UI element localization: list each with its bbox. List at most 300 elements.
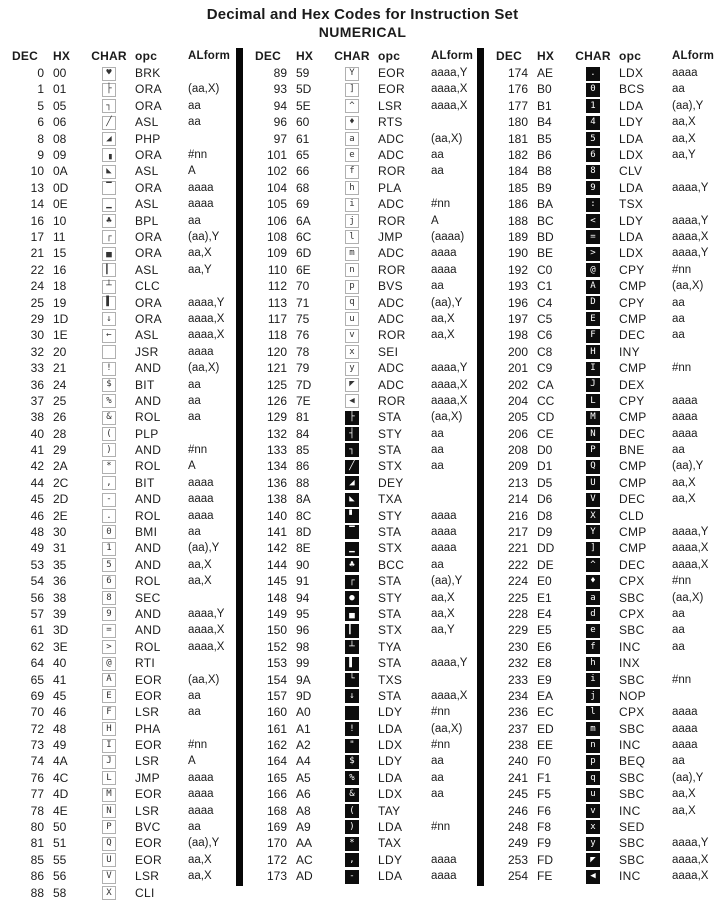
column-header-row [12, 47, 236, 65]
address-form: aaaa,Y [672, 526, 709, 539]
char-cell [574, 312, 612, 327]
dec-value: 6 [37, 115, 44, 130]
dec-value: 177 [507, 98, 528, 113]
dec-value: 248 [507, 820, 528, 835]
char-cell [333, 312, 371, 327]
opcode-mnemonic: TYA [378, 639, 402, 654]
address-form: aaaa,Y [672, 247, 709, 260]
char-cell [90, 672, 128, 687]
dec-value: 193 [507, 279, 528, 294]
opcode-row [12, 786, 236, 802]
opcode-row [255, 344, 477, 360]
char-glyph-inverse: 0 [586, 83, 600, 97]
char-glyph: l [345, 230, 359, 244]
dec-value: 109 [266, 246, 287, 261]
title-block [0, 0, 725, 40]
opcode-row [496, 65, 721, 81]
char-cell [574, 574, 612, 589]
hex-value: 16 [53, 262, 67, 277]
dec-value: 49 [30, 541, 44, 556]
opcode-mnemonic: RTS [378, 115, 403, 130]
opcode-mnemonic: LDY [378, 754, 403, 769]
char-cell [574, 131, 612, 146]
dec-value: 140 [266, 508, 287, 523]
dec-value: 186 [507, 197, 528, 212]
char-cell [333, 803, 371, 818]
hex-value: E6 [537, 639, 552, 654]
dec-value: 154 [266, 672, 287, 687]
dec-value: 120 [266, 344, 287, 359]
char-cell [90, 557, 128, 572]
char-cell [90, 377, 128, 392]
char-glyph: @ [102, 657, 116, 671]
hex-value: C4 [537, 295, 553, 310]
dec-value: 56 [30, 590, 44, 605]
opcode-mnemonic: LDX [619, 246, 644, 261]
hex-value: F9 [537, 836, 552, 851]
address-form: aaaa,Y [672, 214, 709, 227]
hex-value: 0A [53, 164, 68, 179]
address-form: aa,X [672, 804, 696, 817]
opcode-mnemonic: LDA [378, 721, 403, 736]
dec-value: 213 [507, 475, 528, 490]
hex-value: 55 [53, 852, 67, 867]
opcode-row [12, 425, 236, 441]
address-form: aa [188, 411, 201, 424]
char-glyph-inverse: U [586, 476, 600, 490]
char-glyph-inverse [345, 706, 359, 720]
opcode-row [255, 65, 477, 81]
column-header-opc: opc [135, 48, 158, 63]
address-form: aa,Y [431, 624, 455, 637]
address-form: aaaa,X [431, 689, 468, 702]
address-form: aaaa [431, 263, 457, 276]
hex-value: 10 [53, 213, 67, 228]
char-cell [574, 541, 612, 556]
opcode-table-group-2 [255, 47, 477, 885]
char-cell [333, 836, 371, 851]
hex-value: CD [537, 410, 555, 425]
char-glyph: . [102, 509, 116, 523]
opcode-mnemonic: LDA [378, 770, 403, 785]
char-cell [574, 869, 612, 884]
dec-value: 205 [507, 410, 528, 425]
dec-value: 184 [507, 164, 528, 179]
dec-value: 42 [30, 459, 44, 474]
char-glyph-inverse: , [345, 853, 359, 867]
char-glyph-inverse: d [586, 607, 600, 621]
opcode-row [12, 245, 236, 261]
hex-value: 1E [53, 328, 68, 343]
opcode-row [496, 147, 721, 163]
char-glyph-inverse: X [586, 509, 600, 523]
address-form: aa [188, 526, 201, 539]
hex-value: 85 [296, 443, 310, 458]
dec-value: 246 [507, 803, 528, 818]
char-cell [90, 836, 128, 851]
opcode-row [12, 770, 236, 786]
dec-value: 62 [30, 639, 44, 654]
hex-value: 39 [53, 606, 67, 621]
opcode-mnemonic: LDA [619, 229, 644, 244]
opcode-row [12, 212, 236, 228]
dec-value: 76 [30, 770, 44, 785]
hex-value: E0 [537, 574, 552, 589]
opcode-mnemonic: ORA [135, 98, 162, 113]
opcode-mnemonic: EOR [135, 688, 162, 703]
char-glyph: ↓ [102, 312, 116, 326]
address-form: aaaa,X [188, 640, 225, 653]
char-cell [333, 525, 371, 540]
opcode-mnemonic: ROR [378, 393, 406, 408]
hex-value: F1 [537, 770, 552, 785]
opcode-row [12, 737, 236, 753]
hex-value: 21 [53, 361, 67, 376]
opcode-row [12, 671, 236, 687]
char-cell [333, 328, 371, 343]
char-cell [574, 852, 612, 867]
char-cell [90, 164, 128, 179]
char-glyph-inverse: % [345, 771, 359, 785]
dec-value: 185 [507, 180, 528, 195]
opcode-row [496, 835, 721, 851]
hex-value: 40 [53, 656, 67, 671]
opcode-row [496, 229, 721, 245]
char-glyph: h [345, 181, 359, 195]
opcode-mnemonic: LDA [619, 131, 644, 146]
address-form: (aa),Y [188, 542, 220, 555]
opcode-mnemonic: ADC [378, 197, 405, 212]
hex-value: EE [537, 738, 554, 753]
opcode-row [12, 81, 236, 97]
char-glyph-inverse: ┌ [345, 575, 359, 589]
opcode-row [496, 81, 721, 97]
opcode-mnemonic: EOR [135, 787, 162, 802]
char-cell [333, 393, 371, 408]
opcode-row [496, 540, 721, 556]
hex-value: 7E [296, 393, 311, 408]
char-cell [90, 639, 128, 654]
char-cell [574, 213, 612, 228]
opcode-row [496, 507, 721, 523]
opcode-row [12, 589, 236, 605]
dec-value: 172 [266, 852, 287, 867]
address-form: (aa),Y [431, 296, 463, 309]
dec-value: 200 [507, 344, 528, 359]
address-form: aa [188, 214, 201, 227]
char-glyph: u [345, 312, 359, 326]
char-glyph-inverse: L [586, 394, 600, 408]
char-cell [90, 230, 128, 245]
char-cell [90, 295, 128, 310]
dec-value: 145 [266, 574, 287, 589]
dec-value: 89 [273, 66, 287, 81]
char-glyph-inverse: ╱ [345, 460, 359, 474]
dec-value: 254 [507, 869, 528, 884]
hex-value: AD [296, 869, 313, 884]
opcode-row [255, 557, 477, 573]
dec-value: 224 [507, 574, 528, 589]
hex-value: 88 [296, 475, 310, 490]
opcode-row [496, 98, 721, 114]
char-glyph-inverse: ^ [586, 558, 600, 572]
opcode-row [12, 655, 236, 671]
dec-value: 126 [266, 393, 287, 408]
dec-value: 221 [507, 541, 528, 556]
column-header-row [255, 47, 477, 65]
dec-value: 57 [30, 606, 44, 621]
hex-value: 69 [296, 197, 310, 212]
char-cell [574, 115, 612, 130]
dec-value: 225 [507, 590, 528, 605]
opcode-row [255, 524, 477, 540]
char-glyph: x [345, 345, 359, 359]
hex-value: AC [296, 852, 313, 867]
hex-value: D5 [537, 475, 553, 490]
dec-value: 74 [30, 754, 44, 769]
opcode-row [255, 835, 477, 851]
char-cell [333, 164, 371, 179]
dec-value: 125 [266, 377, 287, 392]
opcode-row [12, 114, 236, 130]
char-glyph: n [345, 263, 359, 277]
opcode-mnemonic: DEC [619, 328, 646, 343]
hex-value: A8 [296, 803, 311, 818]
opcode-mnemonic: LDX [378, 787, 403, 802]
dec-value: 17 [30, 229, 44, 244]
char-cell [90, 705, 128, 720]
char-glyph-inverse: ▘ [345, 509, 359, 523]
char-cell [333, 721, 371, 736]
dec-value: 133 [266, 443, 287, 458]
opcode-row [255, 442, 477, 458]
address-form: aa,X [672, 788, 696, 801]
opcode-row [255, 229, 477, 245]
char-cell [333, 115, 371, 130]
hex-value: 70 [296, 279, 310, 294]
address-form: aaaa,X [431, 378, 468, 391]
opcode-row [496, 409, 721, 425]
address-form: aa [188, 821, 201, 834]
hex-value: 96 [296, 623, 310, 638]
hex-value: A9 [296, 820, 311, 835]
dec-value: 150 [266, 623, 287, 638]
hex-value: D6 [537, 492, 553, 507]
dec-value: 25 [30, 295, 44, 310]
char-glyph: ] [345, 83, 359, 97]
hex-value: 38 [53, 590, 67, 605]
opcode-row [12, 327, 236, 343]
hex-value: CA [537, 377, 554, 392]
hex-value: F5 [537, 787, 552, 802]
char-glyph-inverse: & [345, 788, 359, 802]
opcode-mnemonic: ORA [135, 180, 162, 195]
address-form: #nn [672, 673, 692, 686]
char-cell [333, 705, 371, 720]
char-glyph-inverse: 4 [586, 116, 600, 130]
char-cell [90, 459, 128, 474]
opcode-row [12, 573, 236, 589]
char-cell [574, 66, 612, 81]
char-cell [90, 115, 128, 130]
char-cell [574, 262, 612, 277]
dec-value: 233 [507, 672, 528, 687]
address-form: aa,X [188, 870, 212, 883]
char-glyph: > [102, 640, 116, 654]
hex-value: BA [537, 197, 554, 212]
hex-value: 11 [53, 229, 66, 244]
opcode-mnemonic: BPL [135, 213, 159, 228]
char-glyph-inverse: I [586, 362, 600, 376]
char-glyph-inverse: F [586, 329, 600, 343]
char-cell [333, 541, 371, 556]
opcode-mnemonic: ADC [378, 131, 405, 146]
hex-value: B8 [537, 164, 552, 179]
char-cell [90, 803, 128, 818]
address-form: aaaa,X [431, 83, 468, 96]
opcode-row [12, 278, 236, 294]
char-cell [574, 148, 612, 163]
opcode-row [255, 622, 477, 638]
opcode-row [496, 655, 721, 671]
opcode-mnemonic: LDA [619, 98, 644, 113]
char-glyph-inverse: └ [345, 673, 359, 687]
opcode-row [255, 245, 477, 261]
char-glyph-inverse: ▁ [345, 542, 359, 556]
char-glyph-inverse: M [586, 411, 600, 425]
hex-value: 6A [296, 213, 311, 228]
char-cell [574, 820, 612, 835]
hex-value: 99 [296, 656, 310, 671]
opcode-mnemonic: STY [378, 508, 403, 523]
dec-value: 45 [30, 492, 44, 507]
dec-value: 153 [266, 656, 287, 671]
opcode-row [12, 130, 236, 146]
hex-value: AE [537, 66, 554, 81]
opcode-row [12, 147, 236, 163]
char-cell [574, 377, 612, 392]
opcode-row [496, 573, 721, 589]
column-header-hx: HX [296, 48, 314, 63]
opcode-mnemonic: ROL [135, 459, 161, 474]
hex-value: A0 [296, 705, 311, 720]
opcode-row [496, 196, 721, 212]
opcode-row [496, 442, 721, 458]
char-cell [574, 508, 612, 523]
address-form: (aa,X) [188, 362, 220, 375]
opcode-row [12, 868, 236, 884]
hex-value: 4D [53, 787, 69, 802]
dec-value: 21 [30, 246, 44, 261]
dec-value: 10 [30, 164, 44, 179]
char-glyph-inverse: J [586, 378, 600, 392]
char-cell [574, 328, 612, 343]
address-form: aa [672, 329, 685, 342]
opcode-row [255, 868, 477, 884]
char-cell [574, 836, 612, 851]
address-form: aa [188, 378, 201, 391]
char-cell [333, 508, 371, 523]
char-glyph: ♥ [102, 67, 116, 81]
address-form: aaaa [431, 526, 457, 539]
hex-value: C5 [537, 311, 553, 326]
char-cell [574, 639, 612, 654]
hex-value: 05 [53, 98, 67, 113]
opcode-row [496, 770, 721, 786]
char-glyph-inverse: = [586, 230, 600, 244]
char-glyph: V [102, 870, 116, 884]
opcode-mnemonic: INC [619, 639, 641, 654]
opcode-row [496, 639, 721, 655]
char-cell [574, 738, 612, 753]
opcode-row [255, 573, 477, 589]
opcode-mnemonic: JMP [135, 770, 160, 785]
hex-value: A2 [296, 738, 311, 753]
opcode-mnemonic: TAX [378, 836, 402, 851]
char-glyph-inverse: ) [345, 820, 359, 834]
dec-value: 230 [507, 639, 528, 654]
dec-value: 1 [37, 82, 44, 97]
dec-value: 65 [30, 672, 44, 687]
char-cell [333, 344, 371, 359]
opcode-row [255, 360, 477, 376]
hex-value: 8E [296, 541, 311, 556]
opcode-mnemonic: STX [378, 459, 403, 474]
opcode-mnemonic: SBC [619, 836, 645, 851]
char-glyph: 1 [102, 542, 116, 556]
hex-value: 6E [296, 262, 311, 277]
address-form: aaaa [188, 345, 214, 358]
opcode-row [255, 753, 477, 769]
opcode-mnemonic: TAY [378, 803, 401, 818]
opcode-mnemonic: PHA [135, 721, 161, 736]
hex-value: 36 [53, 574, 67, 589]
opcode-row [12, 163, 236, 179]
opcode-mnemonic: PLP [135, 426, 159, 441]
opcode-mnemonic: AND [135, 557, 162, 572]
dec-value: 209 [507, 459, 528, 474]
char-cell [574, 705, 612, 720]
opcode-mnemonic: RTI [135, 656, 156, 671]
opcode-row [496, 114, 721, 130]
opcode-mnemonic: ASL [135, 197, 159, 212]
hex-value: CE [537, 426, 554, 441]
dec-value: 44 [30, 475, 44, 490]
char-cell [90, 197, 128, 212]
char-glyph: Q [102, 837, 116, 851]
opcode-mnemonic: LDX [619, 148, 644, 163]
char-cell [333, 869, 371, 884]
hex-value: 4C [53, 770, 69, 785]
char-cell [90, 180, 128, 195]
hex-value: FD [537, 852, 553, 867]
opcode-row [255, 327, 477, 343]
hex-value: 9A [296, 672, 311, 687]
char-glyph: % [102, 394, 116, 408]
address-form: aa [188, 706, 201, 719]
char-glyph-inverse: h [586, 657, 600, 671]
char-glyph: ┐ [102, 99, 116, 113]
address-form: aa [431, 280, 444, 293]
opcode-row [12, 442, 236, 458]
opcode-mnemonic: BIT [135, 377, 155, 392]
char-glyph-inverse: ▌ [345, 657, 359, 671]
char-glyph-inverse: E [586, 312, 600, 326]
char-cell [333, 295, 371, 310]
hex-value: D9 [537, 525, 553, 540]
opcode-mnemonic: STY [378, 426, 403, 441]
address-form: aaaa,X [188, 624, 225, 637]
